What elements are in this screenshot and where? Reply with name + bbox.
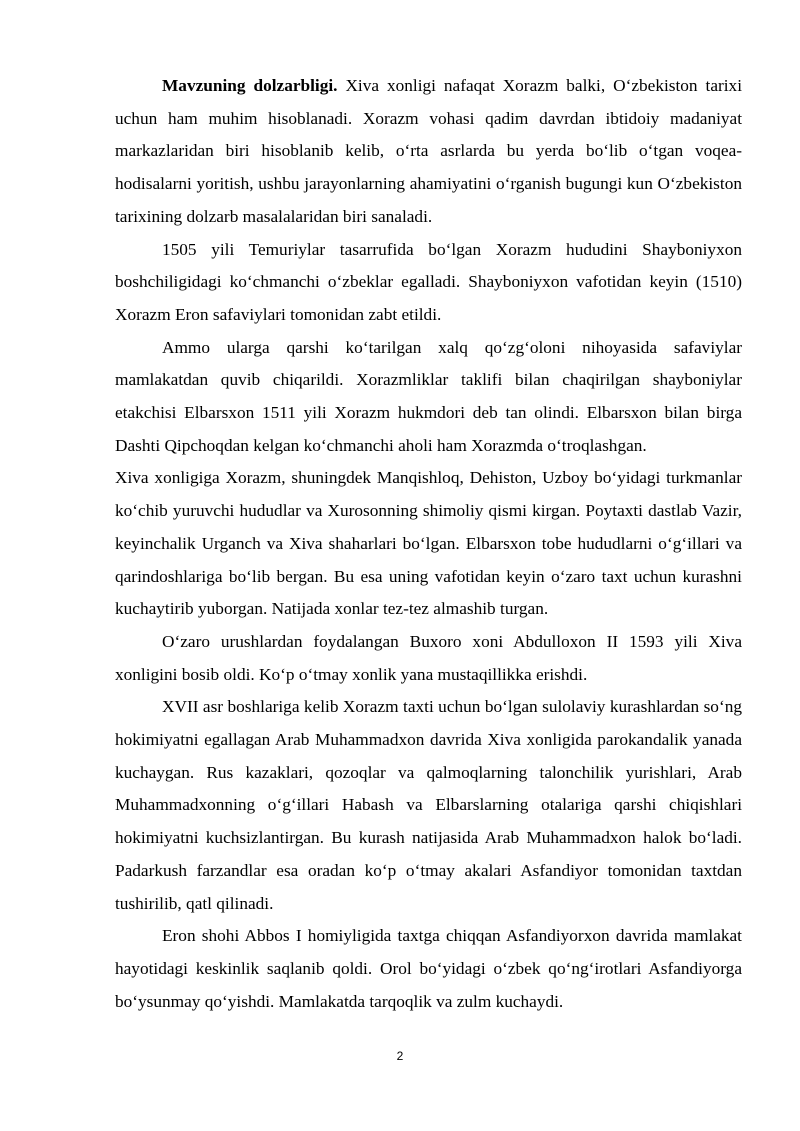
paragraph-text: Xiva xonligi nafaqat Xorazm balki, O‘zbekiston tarixi uchun ham muhim hisoblanadi. Xorazm vohasi qadim davrdan ibtidoiy madaniyat markazlaridan biri hisoblanib kelib, o‘rta asrlarda bu yerda bo‘lib o‘tgan voqea-hodisalarni yoritish, ushbu jarayonlarning ahamiyatini o‘rganish bugungi kun O‘zbekiston tarixining dolzarb masalalaridan biri sanaladi. bbox=[115, 76, 742, 226]
page-number: 2 bbox=[396, 1049, 404, 1063]
paragraph: O‘zaro urushlardan foydalangan Buxoro xoni Abdulloxon II 1593 yili Xiva xonligini bosib oldi. Ko‘p o‘tmay xonlik yana mustaqillikka erishdi. bbox=[115, 631, 742, 684]
paragraph: XVII asr boshlariga kelib Xorazm taxti uchun bo‘lgan sulolaviy kurashlardan so‘ng hokimiyatni egallagan Arab Muhammadxon davrida Xiva xonligida parokandalik yanada kuchaygan. Rus kazaklari, qozoqlar va qalmoqlarning talonchilik yurishlari, Arab Muhammadxonning o‘g‘illari Habash va Elbarslarning otalariga qarshi chiqishlari hokimiyatni kuchsizlantirgan. Bu kurash natijasida Arab Muhammadxon halok bo‘ladi. Padarkush farzandlar esa oradan ko‘p o‘tmay akalari Asfandiyor tomonidan taxtdan tushirilib, qatl qilinadi. bbox=[115, 697, 742, 913]
paragraph-relevance bbox=[115, 70, 742, 234]
paragraph: Ammo ularga qarshi ko‘tarilgan xalq qo‘zg‘oloni nihoyasida safaviylar mamlakatdan quvib chiqarildi. Xorazmliklar taklifi bilan chaqirilgan shayboniylar etakchisi Elbarsxon 1511 yili Xorazm hukmdori deb tan olindi. Elbarsxon bilan birga Dashti Qipchoqdan kelgan ko‘chmanchi aholi ham Xorazmda o‘troqlashgan. bbox=[115, 337, 742, 455]
page-body bbox=[115, 70, 742, 1018]
paragraph: 1505 yili Temuriylar tasarrufida bo‘lgan Xorazm hududini Shayboniyxon boshchiligidagi ko‘chmanchi o‘zbeklar egalladi. Shayboniyxon vafotidan keyin (1510) Xorazm Eron safaviylari tomonidan zabt etildi. bbox=[115, 239, 742, 324]
paragraph: Eron shohi Abbos I homiyligida taxtga chiqqan Asfandiyorxon davrida mamlakat hayotidagi keskinlik saqlanib qoldi. Orol bo‘yidagi o‘zbek qo‘ng‘irotlari Asfandiyorga bo‘ysunmay qo‘yishdi. Mamlakatda tarqoqlik va zulm kuchaydi. bbox=[115, 926, 742, 1011]
paragraph: Xiva xonligiga Xorazm, shuningdek Manqishloq, Dehiston, Uzboy bo‘yidagi turkmanlar ko‘chib yuruvchi hududlar va Xurosonning shimoliy qismi kirgan. Poytaxti dastlab Vazir, keyinchalik Urganch va Xiva shaharlari bo‘lgan. Elbarsxon tobe hududlarni o‘g‘illari va qarindoshlariga bo‘lib bergan. Bu esa uning vafotidan keyin o‘zaro taxt uchun kurashni kuchaytirib yuborgan. Natijada xonlar tez-tez almashib turgan. bbox=[115, 468, 742, 619]
paragraph-lead-heading: Mavzuning dolzarbligi. bbox=[162, 76, 338, 95]
